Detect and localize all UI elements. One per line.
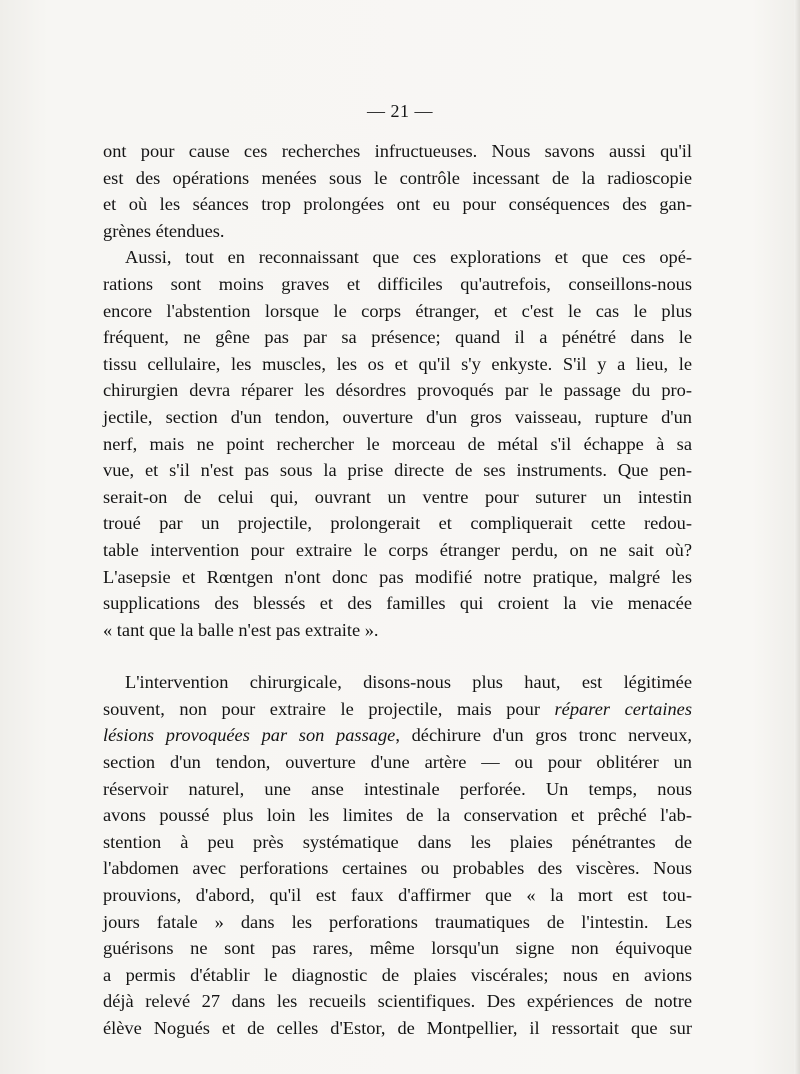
text-line: chirurgien devra réparer les désordres provoqués par le passage du pro-: [103, 380, 692, 401]
text-line: « tant que la balle n'est pas extraite ».: [103, 619, 379, 640]
text-line: L'intervention chirurgicale, disons-nous plus haut, est légitimée: [125, 672, 692, 693]
text-run: , déchirure d'un gros tronc nerveux,: [395, 725, 692, 746]
text-line: rations sont moins graves et difficiles qu'autrefois, conseillons-nous: [103, 273, 692, 294]
text-line: jours fatale » dans les perforations traumatiques de l'intestin. Les: [103, 911, 692, 932]
paragraph-3: [103, 669, 692, 1041]
text-line: jectile, section d'un tendon, ouverture d'un gros vaisseau, rupture d'un: [103, 406, 692, 427]
text-line: L'asepsie et Rœntgen n'ont donc pas modifié notre pratique, malgré les: [103, 566, 692, 587]
text-line: troué par un projectile, prolongerait et compliquerait cette redou-: [103, 513, 692, 534]
text-line: a permis d'établir le diagnostic de plaies viscérales; nous en avions: [103, 964, 692, 985]
italic-phrase: lésions provoquées par son passage: [103, 725, 396, 746]
text-line: serait-on de celui qui, ouvrant un ventre pour suturer un intestin: [103, 486, 692, 507]
text-line: fréquent, ne gêne pas par sa présence; quand il a pénétré dans le: [103, 327, 692, 348]
text-line: table intervention pour extraire le corps étranger perdu, on ne sait où?: [103, 539, 692, 560]
text-line: l'abdomen avec perforations certaines ou probables des viscères. Nous: [103, 858, 692, 879]
text-line: prouvions, d'abord, qu'il est faux d'affirmer que « la mort est tou-: [103, 885, 692, 906]
text-line: ont pour cause ces recherches infructueuses. Nous savons aussi qu'il: [103, 141, 692, 161]
text-line: tissu cellulaire, les muscles, les os et qu'il s'y enkyste. S'il y a lieu, le: [103, 353, 692, 374]
text-line: est des opérations menées sous le contrôle incessant de la radioscopie: [103, 167, 692, 188]
text-line: avons poussé plus loin les limites de la conservation et prêché l'ab-: [103, 805, 692, 826]
page-edge: [794, 0, 800, 1074]
text-line: élève Nogués et de celles d'Estor, de Montpellier, il ressortait que sur: [103, 1018, 692, 1038]
text-line: Aussi, tout en reconnaissant que ces explorations et que ces opé-: [125, 247, 692, 268]
text-line: guérisons ne sont pas rares, même lorsqu'un signe non équivoque: [103, 938, 692, 959]
text-line: section d'un tendon, ouverture d'une artère — ou pour oblitérer un: [103, 752, 692, 773]
text-line: et où les séances trop prolongées ont eu pour conséquences des gan-: [103, 194, 692, 215]
paragraph-1: [103, 138, 692, 244]
text-line: grènes étendues.: [103, 220, 225, 241]
text-line: réservoir naturel, une anse intestinale perforée. Un temps, nous: [103, 778, 692, 799]
text-line: supplications des blessés et des familles qui croient la vie menacée: [103, 593, 692, 614]
text-line-mixed: [103, 696, 692, 723]
text-run: souvent, non pour extraire le projectile, mais pour: [103, 698, 555, 719]
page-number: — 21 —: [367, 101, 433, 121]
text-line: nerf, mais ne point rechercher le morceau de métal s'il échappe à sa: [103, 433, 692, 454]
text-line: déjà relevé 27 dans les recueils scientifiques. Des expériences de notre: [103, 991, 692, 1012]
paragraph-2: [103, 244, 692, 643]
paragraph-gap: [103, 643, 692, 669]
body-text: [103, 138, 692, 1042]
text-line: stention à peu près systématique dans les plaies pénétrantes de: [103, 831, 692, 852]
italic-phrase: réparer certaines: [554, 698, 692, 719]
text-line-mixed: [103, 722, 692, 749]
text-line: encore l'abstention lorsque le corps étranger, et c'est le cas le plus: [103, 300, 692, 321]
text-line: vue, et s'il n'est pas sous la prise directe de ses instruments. Que pen-: [103, 460, 692, 481]
